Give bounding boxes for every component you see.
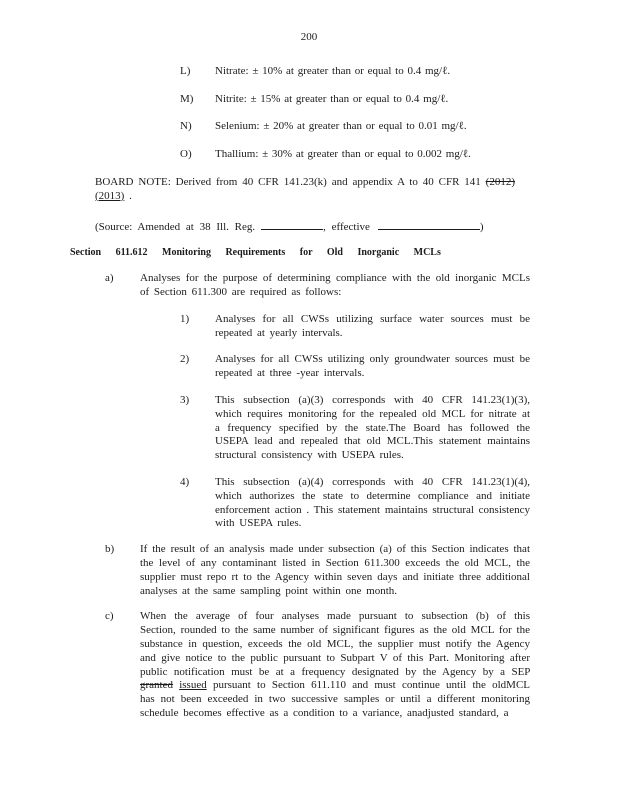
subitem-marker: 2): [180, 353, 190, 366]
fill-in-blank-effective-date: [378, 219, 480, 230]
subitem-marker: 3): [180, 393, 190, 406]
subsection-text: Analyses for the purpose of determining compliance with the old inorganic MCLs of Section 611.300 are required as follows:: [140, 272, 530, 298]
inserted-text: (2013): [95, 189, 125, 202]
subitem-2: [140, 353, 530, 381]
board-note-text: BOARD NOTE: Derived from 40 CFR 141.23(k) and appendix A to 40 CFR 141: [95, 175, 481, 188]
subitem-4: [140, 476, 530, 531]
source-line: [95, 219, 535, 235]
subsection-marker: a): [105, 272, 114, 285]
board-note: [95, 176, 515, 204]
subitem-text: This subsection (a)(4) corresponds with 40 CFR 141.23(1)(4), which authorizes the state to determine compliance and initiate enforcement action . This statement maintains structural consistency with USEPA rules.: [215, 475, 530, 530]
page-number: 200: [300, 31, 318, 43]
subsection-text: If the result of an analysis made under subsection (a) of this Section indicates that the level of any contaminant listed in Section 611.300 exceeds the old MCL, the supplier must repo rt to the Agency within seven days and initiate three additional analyses at the same sampling point within one month.: [140, 543, 530, 597]
subitem-text: Analyses for all CWSs utilizing surface water sources must be repeated at yearly intervals.: [215, 312, 530, 339]
subsection-marker: c): [105, 610, 114, 623]
subitem-3: [140, 394, 530, 463]
source-text: (Source: Amended at 38 Ill. Reg.: [95, 220, 256, 233]
subsection-a: [0, 272, 618, 531]
deleted-text: granted: [140, 679, 173, 692]
inserted-text: issued: [179, 679, 207, 692]
list-item-text: Nitrate: ± 10% at greater than or equal to 0.4 mg/ℓ.: [215, 64, 451, 77]
source-comma: ,: [323, 220, 326, 233]
subsection-c: [0, 610, 618, 720]
subsection-body: [140, 543, 530, 598]
tolerance-item-nitrite: [0, 93, 618, 107]
deleted-text: (2012): [485, 175, 515, 188]
subitem-1: [140, 313, 530, 341]
list-item-text: Nitrite: ± 15% at greater than or equal to 0.4 mg/ℓ.: [215, 92, 449, 105]
list-item-text: Selenium: ± 20% at greater than or equal to 0.01 mg/ℓ.: [215, 120, 467, 133]
subitem-text: Analyses for all CWSs utilizing only groundwater sources must be repeated at three -year intervals.: [215, 353, 530, 380]
subitem-text: This subsection (a)(3) corresponds with 40 CFR 141.23(1)(3), which requires monitoring for the repealed old MCL for nitrate at a frequency specified by the state.The Board has followed the USEPA lead and repealed that old MCL.This statement maintains structural consistency with USEPA rules.: [215, 393, 530, 462]
list-item-text: Thallium: ± 30% at greater than or equal to 0.002 mg/ℓ.: [215, 148, 471, 161]
subsection-b: [0, 543, 618, 598]
subsection-text-post: pursuant to Section 611.110 and must continue until the oldMCL has not been exceeded in two successive samples or until a different monitoring schedule becomes effective as a condition to a variance, anadjusted standard, a: [140, 679, 531, 719]
tolerance-item-nitrate: [0, 65, 618, 79]
list-marker: N): [180, 120, 192, 133]
subsection-marker: b): [105, 543, 115, 556]
list-marker: M): [180, 92, 194, 105]
subsection-body: [140, 610, 530, 720]
board-note-period: .: [129, 189, 132, 202]
source-close-paren: ): [479, 220, 484, 233]
subsection-text-pre: When the average of four analyses made pursuant to subsection (b) of this Section, rounded to the same number of significant figures as the old MCL for the substance in question, exceeds the old MCL, the supplier must notify the Agency and give notice to the public pursuant to Subpart V of this Part. Monitoring after public notification must be at a frequency designated by the Agency by a SEP: [140, 610, 530, 678]
fill-in-blank-register: [261, 219, 323, 230]
tolerance-list: [0, 65, 618, 162]
section-heading: Section 611.612 Monitoring Requirements for Old Inorganic MCLs: [70, 247, 441, 259]
tolerance-item-thallium: [0, 148, 618, 162]
subitem-marker: 1): [180, 312, 190, 325]
subsection-body: [140, 272, 530, 531]
list-marker: O): [180, 148, 192, 161]
subitem-marker: 4): [180, 475, 190, 488]
list-marker: L): [180, 64, 191, 77]
effective-label: effective: [331, 220, 370, 233]
subsection-text: [140, 610, 530, 720]
tolerance-item-selenium: [0, 120, 618, 134]
